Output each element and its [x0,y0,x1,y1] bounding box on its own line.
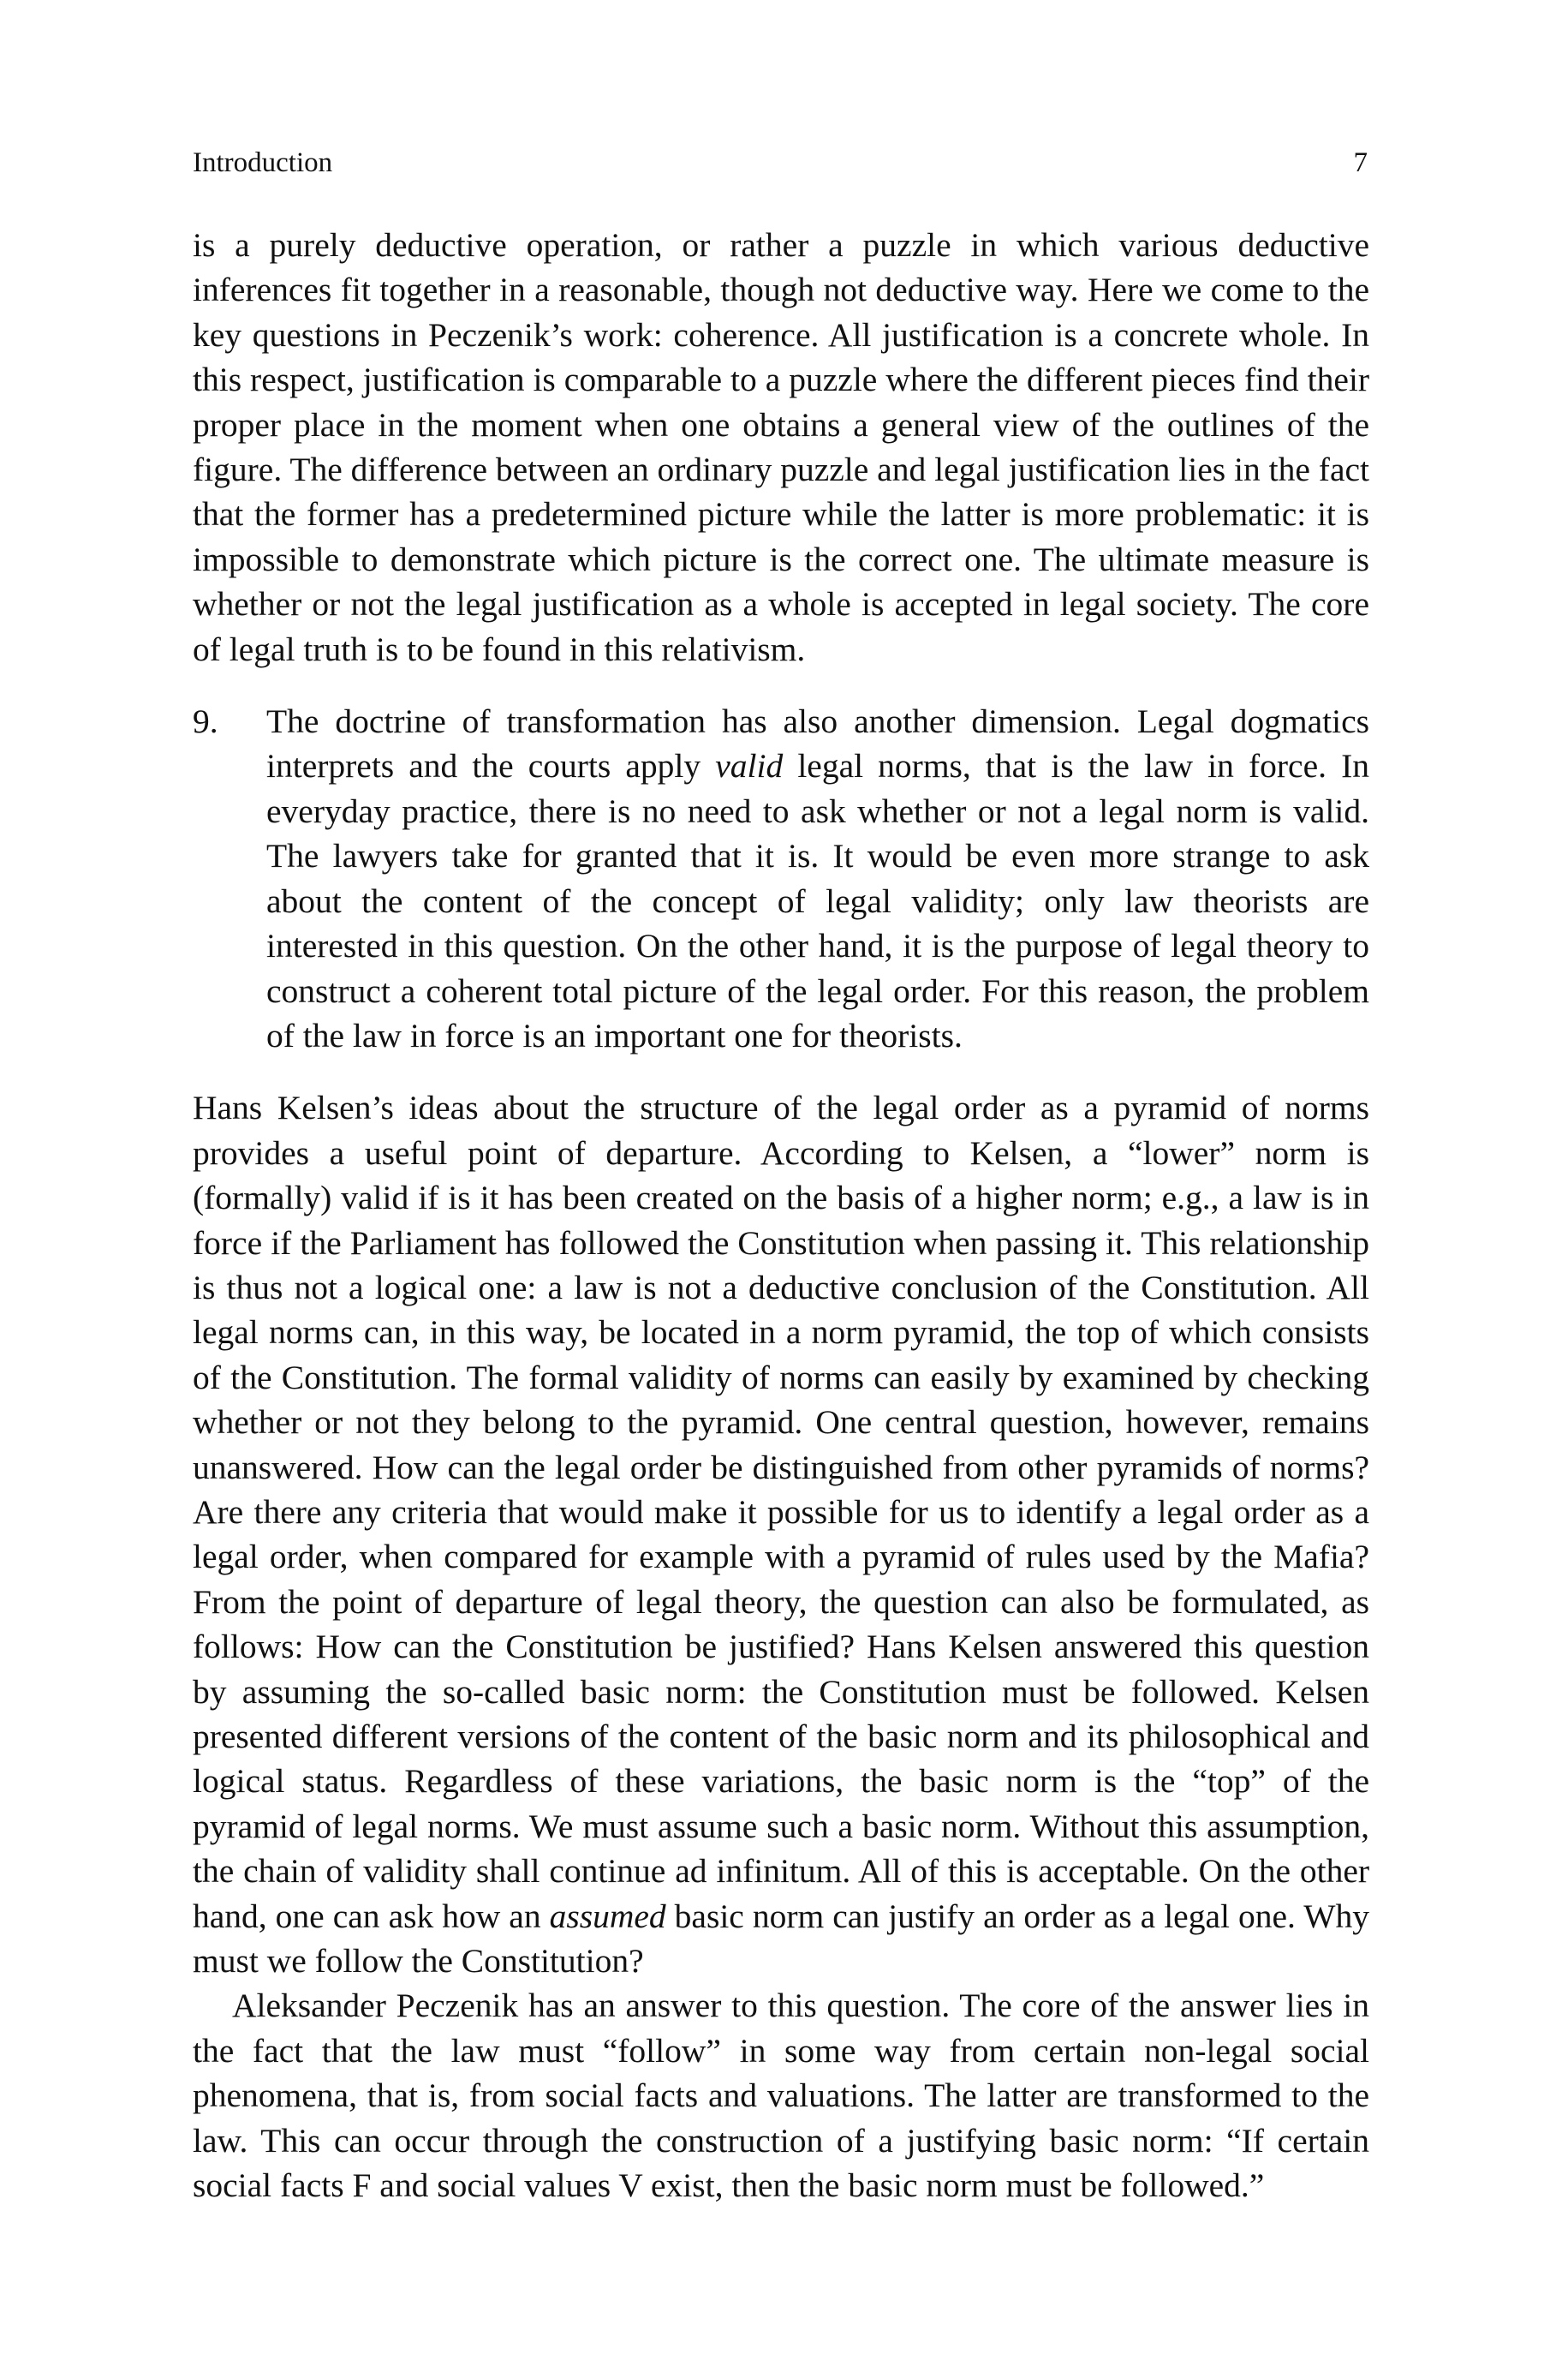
item-emphasis: valid [715,747,784,786]
item-text-part-a: The doctrine of transformation has also another dimension. Legal dogmatics interprets and the courts apply [266,702,1369,786]
page-header [193,144,1368,182]
paragraph-kelsen [193,1085,1369,1983]
page-number: 7 [1353,147,1368,178]
kelsen-text-part-b: basic norm can justify an order as a legal one. Why must we follow the Constitution? [193,1897,1369,1981]
numbered-item-9 [193,699,1369,1058]
kelsen-emphasis: assumed [549,1897,666,1935]
paragraph-continuation: is a purely deductive operation, or rather a puzzle in which various deductive inferences fit together in a reasonable, though not deductive way. Here we come to the key questions in Peczenik’s work: coherence. All justification is a concrete whole. In this respect, justification is comparable to a puzzle where the different pieces find their proper place in the moment when one obtains a general view of the outlines of the figure. The difference between an ordinary puzzle and legal justification lies in the fact that the former has a predetermined picture while the latter is more problematic: it is impossible to demonstrate which picture is the correct one. The ultimate measure is whether or not the legal justification as a whole is accepted in legal society. The core of legal truth is to be found in this relativism. [193,226,1369,668]
running-head: Introduction [193,147,333,178]
paragraph-peczenik: Aleksander Peczenik has an answer to this question. The core of the answer lies in the fact that the law must “follow” in some way from certain non-legal social phenomena, that is, from social facts and valuations. The latter are transformed to the law. This can occur through the construction of a justifying basic norm: “If certain social facts F and social values V exist, then the basic norm must be followed.” [193,1987,1369,2205]
body-text [193,223,1369,2208]
kelsen-text-part-a: Hans Kelsen’s ideas about the structure of the legal order as a pyramid of norms provides a useful point of departure. According to Kelsen, a “lower” norm is (formally) valid if is it has been created on the basis of a higher norm; e.g., a law is in force if the Parliament has followed the Constitution when passing it. This relationship is thus not a logical one: a law is not a deductive conclusion of the Constitution. All legal norms can, in this way, be located in a norm pyramid, the top of which consists of the Constitution. The formal validity of norms can easily by examined by checking whether or not they belong to the pyramid. One central question, however, remains unanswered. How can the legal order be distinguished from other pyramids of norms? Are there any criteria that would make it possible for us to identify a legal order as a legal order, when compared for example with a pyramid of rules used by the Mafia? From the point of departure of legal theory, the question can also be formulated, as follows: How can the Constitution be justified? Hans Kelsen answered this question by assuming the so-called basic norm: the Constitution must be followed. Kelsen presented different versions of the content of the basic norm and its philosophical and logical status. Regardless of these variations, the basic norm is the “top” of the pyramid of legal norms. We must assume such a basic norm. Without this assumption, the chain of validity shall continue ad infinitum. All of this is acceptable. On the other hand, one can ask how an [193,1089,1369,1935]
item-text-part-b: legal norms, that is the law in force. In everyday practice, there is no need to ask whether or not a legal norm is valid. The lawyers take for granted that it is. It would be even more strange to ask about the content of the concept of legal validity; only law theorists are interested in this question. On the other hand, it is the purpose of legal theory to construct a coherent total picture of the legal order. For this reason, the problem of the law in force is an important one for theorists. [266,747,1369,1055]
item-number: 9. [193,702,218,741]
